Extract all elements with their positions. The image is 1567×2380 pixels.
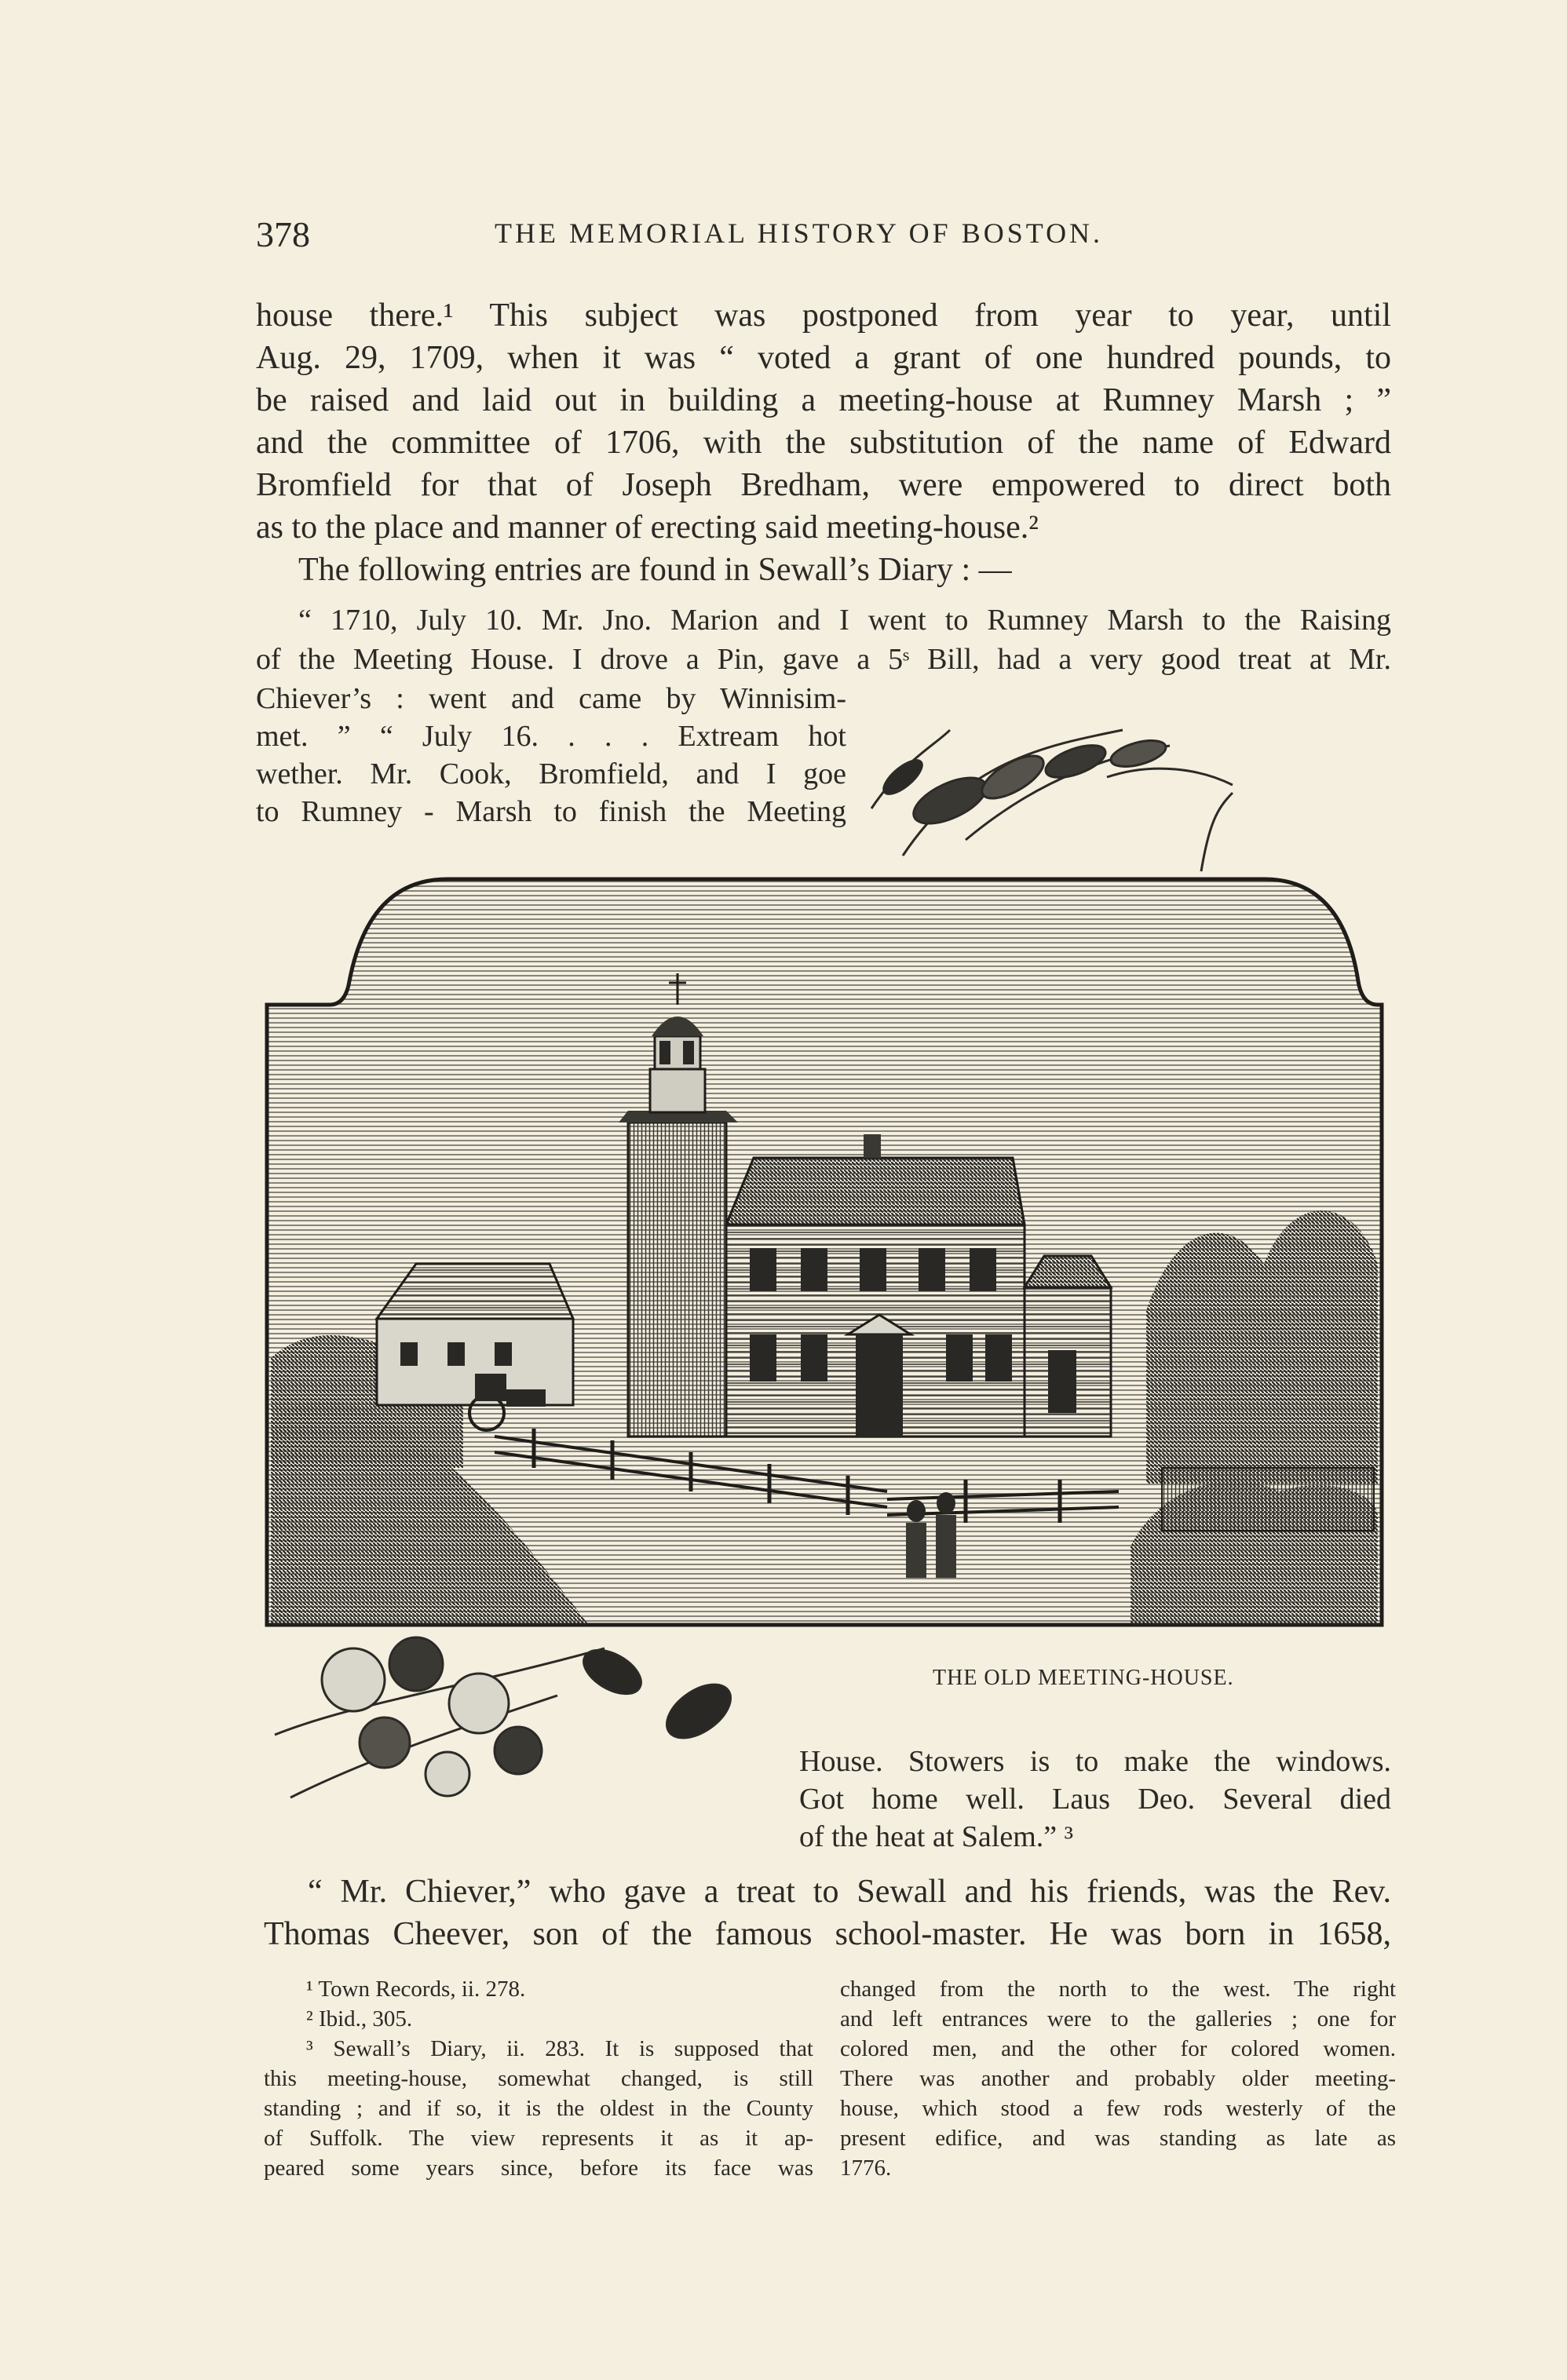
body-line: The following entries are found in Sewall’s Diary : — <box>298 552 1012 588</box>
body-line: Thomas Cheever, son of the famous school-master. He was born in 1658, <box>264 1916 1391 1952</box>
quote-line: met. ” “ July 16. . . . Extream hot <box>256 720 846 753</box>
quote-line: of the Meeting House. I drove a Pin, gave a 5ˢ Bill, had a very good treat at Mr. <box>256 643 1391 676</box>
quote-line: Got home well. Laus Deo. Several died <box>799 1783 1391 1816</box>
footnote-line: ² Ibid., 305. <box>306 2006 413 2031</box>
footnote-line: this meeting-house, somewhat changed, is still <box>264 2066 813 2091</box>
footnote-line: changed from the north to the west. The right <box>840 1977 1396 2002</box>
quote-line: House. Stowers is to make the windows. <box>799 1745 1391 1778</box>
running-title: THE MEMORIAL HISTORY OF BOSTON. <box>495 217 1104 249</box>
quote-line: of the heat at Salem.” ³ <box>799 1820 1074 1853</box>
foliage-top-right <box>871 730 1233 871</box>
quote-line: to Rumney - Marsh to finish the Meeting <box>256 795 846 828</box>
quote-line: wether. Mr. Cook, Bromfield, and I goe <box>256 757 846 790</box>
body-line: Aug. 29, 1709, when it was “ voted a grant of one hundred pounds, to <box>256 340 1391 376</box>
body-line: and the committee of 1706, with the substitution of the name of Edward <box>256 425 1391 461</box>
footnote-line: colored men, and the other for colored women. <box>840 2036 1396 2061</box>
page-number: 378 <box>256 214 310 254</box>
footnote-line: present edifice, and was standing as late as <box>840 2126 1396 2151</box>
footnote-line: house, which stood a few rods westerly of the <box>840 2096 1396 2121</box>
body-line: as to the place and manner of erecting said meeting-house.² <box>256 509 1039 546</box>
footnote-line: ³ Sewall’s Diary, ii. 283. It is supposed that <box>306 2036 813 2061</box>
footnote-line: of Suffolk. The view represents it as it ap- <box>264 2126 813 2151</box>
figure-caption: THE OLD MEETING-HOUSE. <box>933 1666 1234 1690</box>
footnote-line: peared some years since, before its face was <box>264 2156 813 2181</box>
quote-line: Chiever’s : went and came by Winnisim- <box>256 682 846 715</box>
quote-line: “ 1710, July 10. Mr. Jno. Marion and I went to Rumney Marsh to the Raising <box>298 604 1391 637</box>
footnote-line: ¹ Town Records, ii. 278. <box>306 1977 526 2002</box>
footnote-line: There was another and probably older meeting- <box>840 2066 1396 2091</box>
footnote-line: and left entrances were to the galleries ; one for <box>840 2006 1396 2031</box>
body-line: Bromfield for that of Joseph Bredham, were empowered to direct both <box>256 467 1391 503</box>
body-line: house there.¹ This subject was postponed from year to year, until <box>256 298 1391 334</box>
body-line: be raised and laid out in building a meeting-house at Rumney Marsh ; ” <box>256 382 1391 418</box>
body-line: “ Mr. Chiever,” who gave a treat to Sewall and his friends, was the Rev. <box>308 1874 1391 1910</box>
foliage-bottom-left <box>275 1637 740 1798</box>
footnote-line: 1776. <box>840 2156 892 2181</box>
footnote-line: standing ; and if so, it is the oldest in the County <box>264 2096 813 2121</box>
